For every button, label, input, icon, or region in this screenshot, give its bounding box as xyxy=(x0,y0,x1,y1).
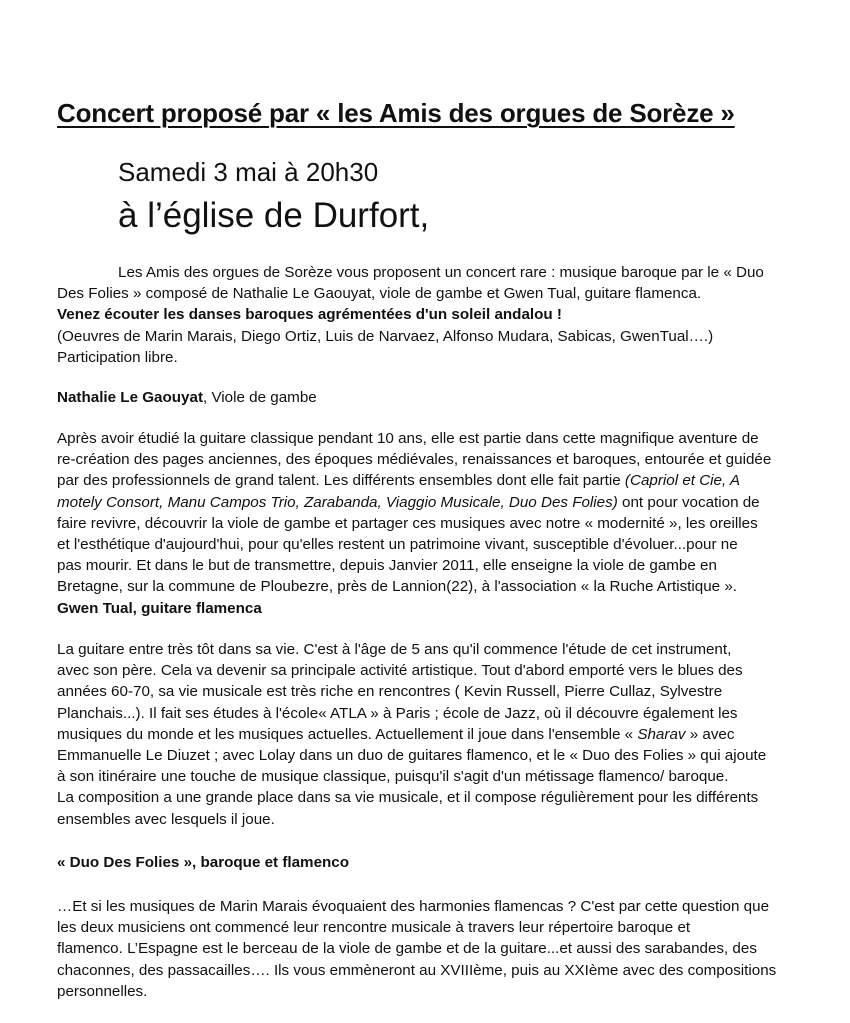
bio-line: années 60-70, sa vie musicale est très riche en rencontres ( Kevin Russell, Pierre Cullaz, Sylvestre xyxy=(57,683,723,701)
bio-line: La guitare entre très tôt dans sa vie. C'est à l'âge de 5 ans qu'il commence l'étude de cet instrument, xyxy=(57,641,732,658)
gwen-heading: Gwen Tual, guitare flamenca xyxy=(57,599,262,617)
ensemble-name: Sharav xyxy=(637,725,686,743)
bio-line: Après avoir étudié la guitare classique pendant 10 ans, elle est partie dans cette magnifique aventure de xyxy=(57,430,759,447)
intro-paragraph xyxy=(57,262,802,368)
bio-text: ont pour vocation de xyxy=(617,493,760,511)
gwen-bio xyxy=(57,639,802,830)
bio-line: Planchais...). Il fait ses études à l'école« ATLA » à Paris ; école de Jazz, où il découvre également les xyxy=(57,704,738,722)
duo-heading xyxy=(57,852,802,873)
bio-line: La composition a une grande place dans sa vie musicale, et il compose régulièrement pour les différents xyxy=(57,789,759,807)
ensembles-list: motely Consort, Manu Campos Trio, Zarabanda, Viaggio Musicale, Duo Des Folies) xyxy=(57,493,618,511)
concert-venue: à l’église de Durfort, xyxy=(118,196,430,235)
intro-line: Les Amis des orgues de Sorèze vous proposent un concert rare : musique baroque par le « Duo xyxy=(118,264,764,281)
bio-text: par des professionnels de grand talent. Les différents ensembles dont elle fait partie xyxy=(57,472,625,490)
duo-title: « Duo Des Folies », baroque et flamenco xyxy=(57,854,350,871)
bio-line: ensembles avec lesquels il joue. xyxy=(57,810,275,828)
intro-works-list: (Oeuvres de Marin Marais, Diego Ortiz, Luis de Narvaez, Alfonso Mudara, Sabicas, GwenTual….) xyxy=(57,327,714,345)
bio-line: Emmanuelle Le Diuzet ; avec Lolay dans un duo de guitares flamenco, et le « Duo des Folies » qui ajoute xyxy=(57,747,767,765)
bio-text: » avec xyxy=(685,725,735,743)
nathalie-heading xyxy=(57,387,802,408)
duo-line: chaconnes, des passacailles…. Ils vous emmèneront au XVIIIème, puis au XXIème avec des compositions xyxy=(57,961,777,979)
nathalie-role: , Viole de gambe xyxy=(203,389,317,406)
intro-line: Des Folies » composé de Nathalie Le Gaouyat, viole de gambe et Gwen Tual, guitare flamenca. xyxy=(57,285,702,303)
bio-line xyxy=(57,724,802,745)
bio-line: avec son père. Cela va devenir sa principale activité artistique. Tout d'abord emporté vers le blues des xyxy=(57,662,743,680)
duo-description xyxy=(57,896,802,1002)
bio-line: re-création des pages anciennes, des époques médiévales, renaissances et baroques, entourée et guidée xyxy=(57,451,772,469)
bio-line: pas mourir. Et dans le but de transmettre, depuis Janvier 2011, elle enseigne la viole de gambe en xyxy=(57,557,717,575)
bio-line: à son itinéraire une touche de musique classique, puisqu'il s'agit d'un métissage flamenco/ baroque. xyxy=(57,768,729,786)
bio-line xyxy=(57,470,802,491)
intro-highlight: Venez écouter les danses baroques agrémentées d'un soleil andalou ! xyxy=(57,306,562,324)
bio-line: et l'esthétique d'aujourd'hui, pour qu'elles restent un patrimoine vivant, susceptible d'évoluer...pour ne xyxy=(57,536,738,554)
nathalie-bio xyxy=(57,428,802,619)
duo-line: les deux musiciens ont commencé leur rencontre musicale à travers leur répertoire baroque et xyxy=(57,919,691,937)
concert-date: Samedi 3 mai à 20h30 xyxy=(118,157,379,187)
ensembles-list: (Capriol et Cie, A xyxy=(624,472,740,490)
duo-line: flamenco. L’Espagne est le berceau de la viole de gambe et de la guitare...et aussi des sarabandes, des xyxy=(57,940,757,958)
duo-line: personnelles. xyxy=(57,982,148,1000)
duo-line: …Et si les musiques de Marin Marais évoquaient des harmonies flamencas ? C'est par cette question que xyxy=(57,898,770,915)
bio-line: faire revivre, découvrir la viole de gambe et partager ces musiques avec notre « modernité », les oreilles xyxy=(57,514,758,532)
bio-line xyxy=(57,492,802,513)
intro-participation: Participation libre. xyxy=(57,348,178,366)
bio-line: Bretagne, sur la commune de Ploubezre, près de Lannion(22), à l'association « la Ruche Artistique ». xyxy=(57,578,737,596)
bio-text: musiques du monde et les musiques actuelles. Actuellement il joue dans l'ensemble « xyxy=(57,725,638,743)
nathalie-name: Nathalie Le Gaouyat xyxy=(57,389,204,406)
page-title: Concert proposé par « les Amis des orgues de Sorèze » xyxy=(57,98,735,128)
